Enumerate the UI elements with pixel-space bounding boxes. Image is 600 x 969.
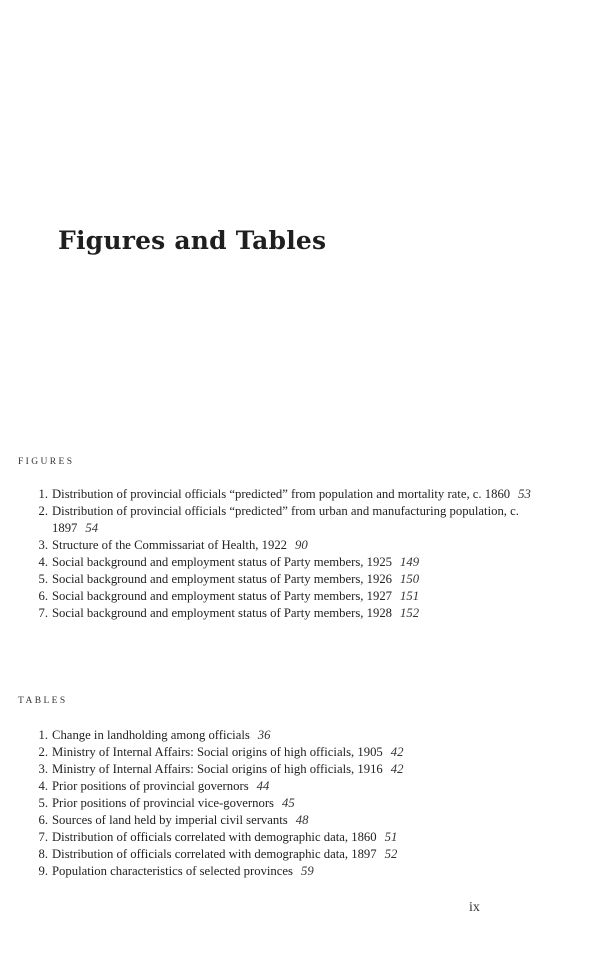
entry-number: 3. bbox=[38, 538, 48, 552]
entry-number: 7. bbox=[38, 830, 48, 844]
table-entry-7 bbox=[34, 829, 554, 846]
table-entry-6 bbox=[34, 812, 554, 829]
figure-entry-5 bbox=[34, 571, 554, 588]
figure-entry-4 bbox=[34, 554, 554, 571]
entry-number: 5. bbox=[38, 796, 48, 810]
entry-title: Social background and employment status of Party members, 1925 bbox=[52, 555, 393, 569]
entry-title: Prior positions of provincial vice-governors bbox=[52, 796, 274, 810]
entry-title: Distribution of provincial officials “predicted” from urban and manufacturing population, c. 1897 bbox=[52, 504, 519, 535]
table-entry-4 bbox=[34, 778, 554, 795]
entry-number: 1. bbox=[38, 728, 48, 742]
table-entry-1 bbox=[34, 727, 554, 744]
entry-page: 150 bbox=[400, 572, 420, 586]
entry-page: 42 bbox=[390, 762, 404, 776]
entry-page: 59 bbox=[300, 864, 314, 878]
entry-page: 45 bbox=[282, 796, 295, 810]
entry-page: 151 bbox=[400, 589, 420, 603]
entry-number: 7. bbox=[38, 606, 48, 620]
entry-title: Distribution of provincial officials “predicted” from population and mortality rate, c. 1860 bbox=[52, 487, 511, 501]
entry-title: Structure of the Commissariat of Health, 1922 bbox=[52, 538, 288, 552]
entry-number: 4. bbox=[38, 555, 48, 569]
entry-title: Social background and employment status of Party members, 1926 bbox=[52, 572, 393, 586]
entry-page: 48 bbox=[295, 813, 309, 827]
table-entry-5 bbox=[34, 795, 554, 812]
table-entry-9 bbox=[34, 863, 554, 880]
figure-entry-3 bbox=[34, 537, 554, 554]
entry-title: Population characteristics of selected provinces bbox=[52, 864, 293, 878]
entry-title: Prior positions of provincial governors bbox=[52, 779, 249, 793]
entry-number: 1. bbox=[38, 487, 48, 501]
figures-section-label: FIGURES bbox=[18, 457, 75, 467]
entry-title: Distribution of officials correlated with demographic data, 1860 bbox=[52, 830, 377, 844]
entry-number: 2. bbox=[38, 504, 48, 518]
entry-number: 6. bbox=[38, 813, 48, 827]
entry-title: Ministry of Internal Affairs: Social origins of high officials, 1916 bbox=[52, 762, 383, 776]
entry-page: 152 bbox=[400, 606, 420, 620]
tables-section-label: TABLES bbox=[18, 696, 68, 706]
entry-page: 54 bbox=[85, 521, 99, 535]
entry-page: 52 bbox=[384, 847, 398, 861]
page-title: Figures and Tables bbox=[58, 226, 327, 255]
table-entry-2 bbox=[34, 744, 554, 761]
entry-title: Social background and employment status of Party members, 1928 bbox=[52, 606, 393, 620]
figure-entry-2 bbox=[34, 503, 554, 537]
entry-title: Change in landholding among officials bbox=[52, 728, 250, 742]
table-entry-3 bbox=[34, 761, 554, 778]
figure-entry-7 bbox=[34, 605, 554, 622]
entry-page: 53 bbox=[518, 487, 531, 501]
entry-title: Distribution of officials correlated with demographic data, 1897 bbox=[52, 847, 377, 861]
page-number: ix bbox=[469, 900, 480, 915]
tables-list bbox=[34, 727, 554, 880]
entry-number: 6. bbox=[38, 589, 48, 603]
entry-number: 4. bbox=[38, 779, 48, 793]
entry-page: 149 bbox=[400, 555, 420, 569]
entry-number: 2. bbox=[38, 745, 48, 759]
entry-page: 44 bbox=[256, 779, 270, 793]
entry-page: 90 bbox=[295, 538, 308, 552]
entry-number: 9. bbox=[38, 864, 48, 878]
entry-number: 8. bbox=[38, 847, 48, 861]
entry-page: 42 bbox=[390, 745, 404, 759]
entry-title: Social background and employment status of Party members, 1927 bbox=[52, 589, 393, 603]
entry-number: 3. bbox=[38, 762, 48, 776]
entry-title: Sources of land held by imperial civil servants bbox=[52, 813, 288, 827]
table-entry-8 bbox=[34, 846, 554, 863]
figures-list bbox=[34, 486, 554, 622]
entry-number: 5. bbox=[38, 572, 48, 586]
entry-page: 51 bbox=[384, 830, 398, 844]
figure-entry-1 bbox=[34, 486, 554, 503]
entry-title: Ministry of Internal Affairs: Social origins of high officials, 1905 bbox=[52, 745, 383, 759]
figure-entry-6 bbox=[34, 588, 554, 605]
entry-page: 36 bbox=[257, 728, 271, 742]
